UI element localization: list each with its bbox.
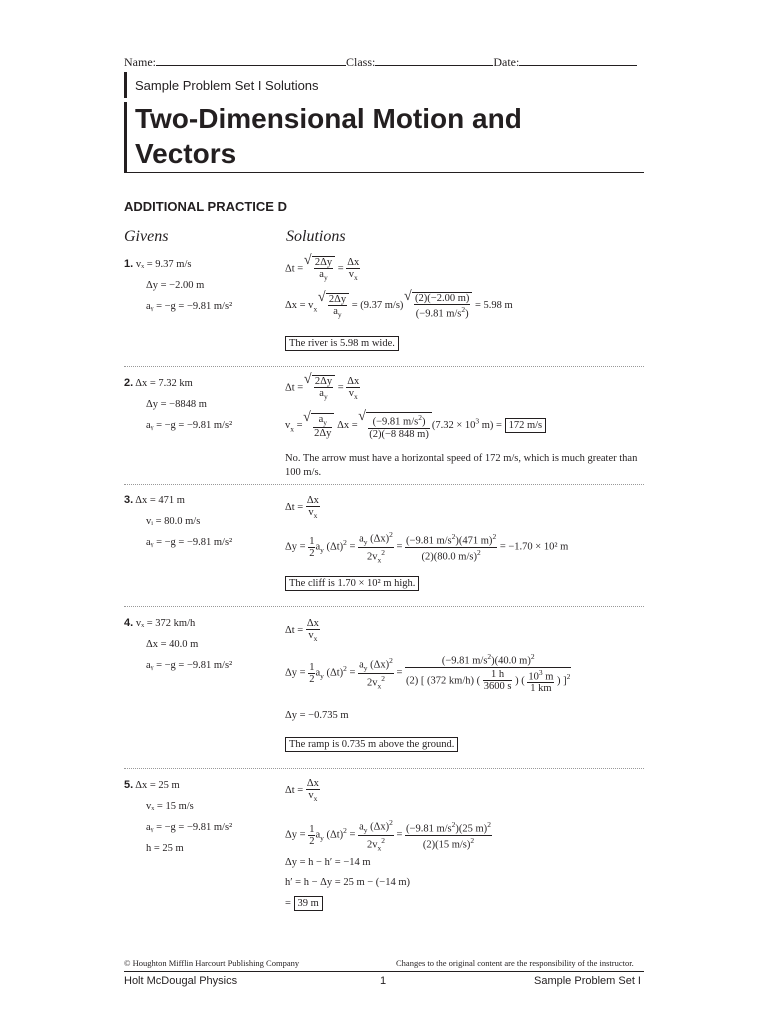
footer-page-number: 1 (380, 975, 387, 987)
separator (124, 606, 644, 607)
problem-5-givens (124, 775, 232, 859)
date-label: Date: (493, 55, 520, 69)
given: aᵧ = −g = −9.81 m/s² (146, 420, 233, 431)
answer-text: 172 m/s (505, 418, 547, 433)
title-line-1: Two-Dimensional Motion and (135, 103, 522, 134)
problem-4-givens (124, 613, 232, 676)
copyright: © Houghton Mifflin Harcourt Publishing Company (124, 958, 300, 968)
title-rule (124, 172, 644, 173)
date-field[interactable] (519, 54, 637, 66)
equation: Δy = $\frac{1}{2}$ $a_y$ $(\Delta t)^2$ = $\frac{a_y (\Delta x)^2}{2v_x^2}$ = $\frac{(-9.81 m/s^2)(471 m)^2}{(2)(80.0 m/s)^2}$ = −1.70 × 10² m (285, 530, 569, 565)
problem-1-givens (124, 254, 232, 317)
given: vₓ = 9.37 m/s (135, 259, 192, 270)
equation: Δy = $\frac{1}{2}$ $a_y$ $(\Delta t)^2$ = $\frac{a_y (\Delta x)^2}{2v_x^2}$ = $\frac{(-9.81 m/s^2)(25 m)^2}{(2)(15 m/s)^2}$ (285, 818, 491, 853)
problem-3-givens (124, 490, 232, 553)
name-field[interactable] (156, 54, 346, 66)
answer-box: = 39 m (285, 896, 323, 911)
equation: Δt = √ $\frac{2\Delta y}{a_y}$ = $\frac{\Delta x}{v_x}$ (285, 256, 360, 282)
problem-number: 5. (124, 779, 134, 791)
class-label: Class: (346, 55, 376, 69)
given: vₓ = 372 km/h (135, 618, 196, 629)
problem-2-givens (124, 373, 232, 436)
given: Δy = −2.00 m (146, 280, 205, 291)
answer-text: 39 m (294, 896, 323, 911)
problem-number: 3. (124, 494, 134, 506)
problem-number: 2. (124, 377, 134, 389)
note: No. The arrow must have a horizontal speed of 172 m/s, which is much greater than 100 m/s. (285, 453, 638, 478)
given: Δx = 25 m (135, 780, 180, 791)
result: = 5.98 m (475, 300, 513, 312)
given: Δy = −8848 m (146, 399, 207, 410)
answer-box (285, 737, 458, 752)
separator (124, 366, 644, 367)
given: h = 25 m (146, 843, 184, 854)
answer-text: The ramp is 0.735 m above the ground. (285, 737, 458, 752)
class-field[interactable] (375, 54, 493, 66)
result: = −1.70 × 10² m (499, 541, 569, 553)
problem-number: 4. (124, 617, 134, 629)
result: Δy = −0.735 m (285, 710, 349, 721)
answer-text: The cliff is 1.70 × 10² m high. (285, 576, 419, 591)
equation: Δt = $\frac{\Delta x}{v_x}$ (285, 495, 319, 521)
problem-number: 1. (124, 258, 134, 270)
separator (124, 484, 644, 485)
footer-set: Sample Problem Set I (534, 975, 641, 987)
given: Δx = 471 m (135, 495, 185, 506)
answer-box (285, 336, 399, 351)
given: vᵢ = 80.0 m/s (146, 516, 201, 527)
section-heading: ADDITIONAL PRACTICE D (124, 199, 287, 214)
subtitle: Sample Problem Set I Solutions (135, 78, 319, 93)
given: aᵧ = −g = −9.81 m/s² (146, 301, 233, 312)
equation: Δy = h − h′ = −14 m (285, 857, 371, 868)
givens-heading: Givens (124, 228, 169, 245)
equation: Δt = $\frac{\Delta x}{v_x}$ (285, 778, 319, 804)
given: aᵧ = −g = −9.81 m/s² (146, 660, 233, 671)
equation: $v_x$ = √ $\frac{a_y}{2\Delta y}$ Δx = √ $\frac{(-9.81 m/s^2)}{(2)(-8 848 m)}$ ($7.32 \times 10^3$ m) = 172 m/s (285, 412, 546, 440)
title-bar (124, 102, 127, 172)
equation: h′ = h − Δy = 25 m − (−14 m) (285, 877, 410, 888)
given: Δx = 40.0 m (146, 639, 199, 650)
separator (124, 768, 644, 769)
disclaimer: Changes to the original content are the responsibility of the instructor. (396, 958, 634, 968)
footer-rule (124, 971, 644, 972)
solutions-heading: Solutions (286, 228, 346, 245)
footer-book: Holt McDougal Physics (124, 975, 238, 987)
page-title (135, 101, 522, 171)
subtitle-bar (124, 72, 127, 98)
header-fields (124, 54, 644, 70)
given: aᵧ = −g = −9.81 m/s² (146, 537, 233, 548)
given: Δx = 7.32 km (135, 378, 193, 389)
equation: $\Delta x = v_x$ √ $\frac{2\Delta y}{a_y}$ = (9.37 m/s) √ $\frac{(2)(-2.00 m)}{(-9.81 m/s^2)}$ = 5.98 m (285, 292, 513, 320)
given: vₓ = 15 m/s (146, 801, 194, 812)
equation: Δy = $\frac{1}{2}$ $a_y$ $(\Delta t)^2$ = $\frac{a_y (\Delta x)^2}{2v_x^2}$ = (−9.81 $m/s^2)(40.0$ m)$^2$ (2) [ (372 km/h) ( $\frac{1 h}{3600 s}$ ) ( $\frac{10^3 m}{1 km}$ ) ]$^2$ (285, 652, 571, 694)
answer-box (285, 576, 419, 591)
answer-text: The river is 5.98 m wide. (285, 336, 399, 351)
title-line-2: Vectors (135, 138, 237, 169)
given: aᵧ = −g = −9.81 m/s² (146, 822, 233, 833)
equation: Δt = $\frac{\Delta x}{v_x}$ (285, 618, 319, 644)
equation: Δt = √ $\frac{2\Delta y}{a_y}$ = $\frac{\Delta x}{v_x}$ (285, 375, 360, 401)
name-label: Name: (124, 55, 156, 69)
